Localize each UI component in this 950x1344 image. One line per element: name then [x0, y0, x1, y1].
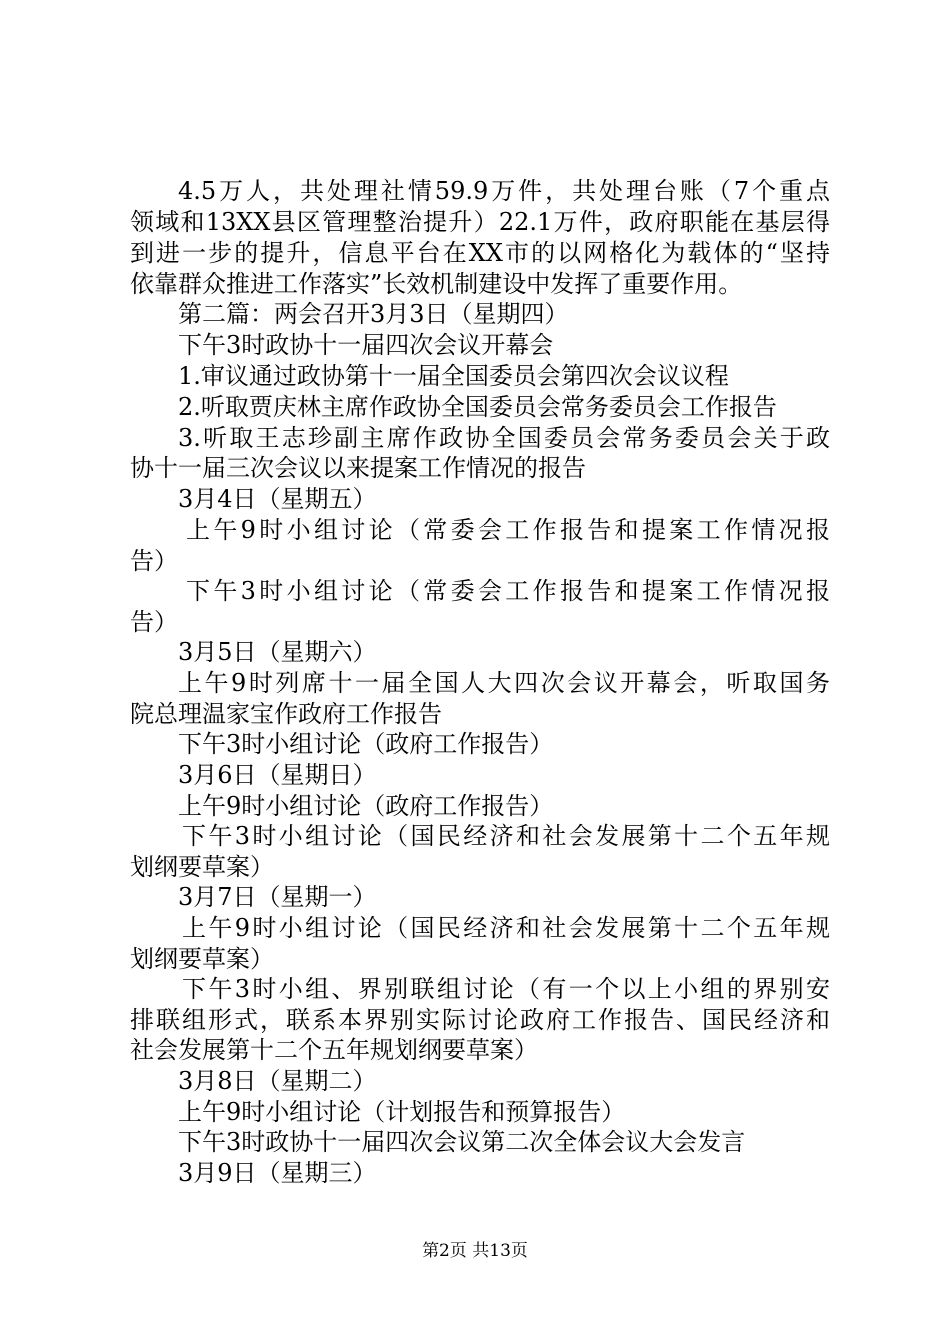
schedule-item: 上午9时小组讨论（政府工作报告）: [178, 792, 554, 820]
schedule-item: 上午9时小组讨论（计划报告和预算报告）: [178, 1098, 626, 1126]
page-footer: 第2页 共13页: [422, 1241, 528, 1261]
schedule-item: 划纲要草案）: [130, 853, 274, 881]
paragraph-line: 依靠群众推进工作落实”长效机制建设中发挥了重要作用。: [130, 270, 743, 298]
schedule-item: 排联组形式，联系本界别实际讨论政府工作报告、国民经济和: [130, 1006, 830, 1034]
date-heading: 3月6日（星期日）: [178, 761, 377, 789]
schedule-item: 下午3时小组、界别联组讨论（有一个以上小组的界别安: [182, 975, 830, 1003]
paragraph-line: 4.5万人，共处理社情59.9万件，共处理台账（7个重点: [178, 177, 830, 205]
schedule-item: 下午3时小组讨论（政府工作报告）: [178, 730, 554, 758]
agenda-item: 2.听取贾庆林主席作政协全国委员会常务委员会工作报告: [178, 393, 777, 421]
schedule-item: 社会发展第十二个五年规划纲要草案）: [130, 1036, 538, 1064]
schedule-item: 上午9时列席十一届全国人大四次会议开幕会，听取国务: [178, 669, 830, 697]
date-heading: 3月8日（星期二）: [178, 1067, 377, 1095]
schedule-item: 下午3时小组讨论（常委会工作报告和提案工作情况报: [186, 577, 830, 605]
agenda-item: 1.审议通过政协第十一届全国委员会第四次会议议程: [178, 362, 729, 390]
paragraph-line: 领域和13XX县区管理整治提升）22.1万件，政府职能在基层得: [130, 208, 830, 236]
date-heading: 3月4日（星期五）: [178, 485, 377, 513]
schedule-item: 下午3时小组讨论（国民经济和社会发展第十二个五年规: [182, 822, 830, 850]
agenda-item: 3.听取王志珍副主席作政协全国委员会常务委员会关于政: [178, 424, 830, 452]
date-heading: 3月7日（星期一）: [178, 883, 377, 911]
paragraph-line: 下午3时政协十一届四次会议开幕会: [178, 331, 554, 359]
agenda-item: 协十一届三次会议以来提案工作情况的报告: [130, 454, 586, 482]
schedule-item: 告）: [130, 608, 178, 636]
section-heading: 第二篇：两会召开3月3日（星期四）: [178, 300, 569, 328]
date-heading: 3月5日（星期六）: [178, 638, 377, 666]
paragraph-line: 到进一步的提升，信息平台在XX市的以网格化为载体的“坚持: [130, 239, 830, 267]
date-heading: 3月9日（星期三）: [178, 1159, 377, 1187]
schedule-item: 上午9时小组讨论（常委会工作报告和提案工作情况报: [186, 516, 830, 544]
schedule-item: 上午9时小组讨论（国民经济和社会发展第十二个五年规: [182, 914, 830, 942]
schedule-item: 划纲要草案）: [130, 945, 274, 973]
schedule-item: 下午3时政协十一届四次会议第二次全体会议大会发言: [178, 1128, 746, 1156]
schedule-item: 院总理温家宝作政府工作报告: [130, 700, 442, 728]
schedule-item: 告）: [130, 547, 178, 575]
